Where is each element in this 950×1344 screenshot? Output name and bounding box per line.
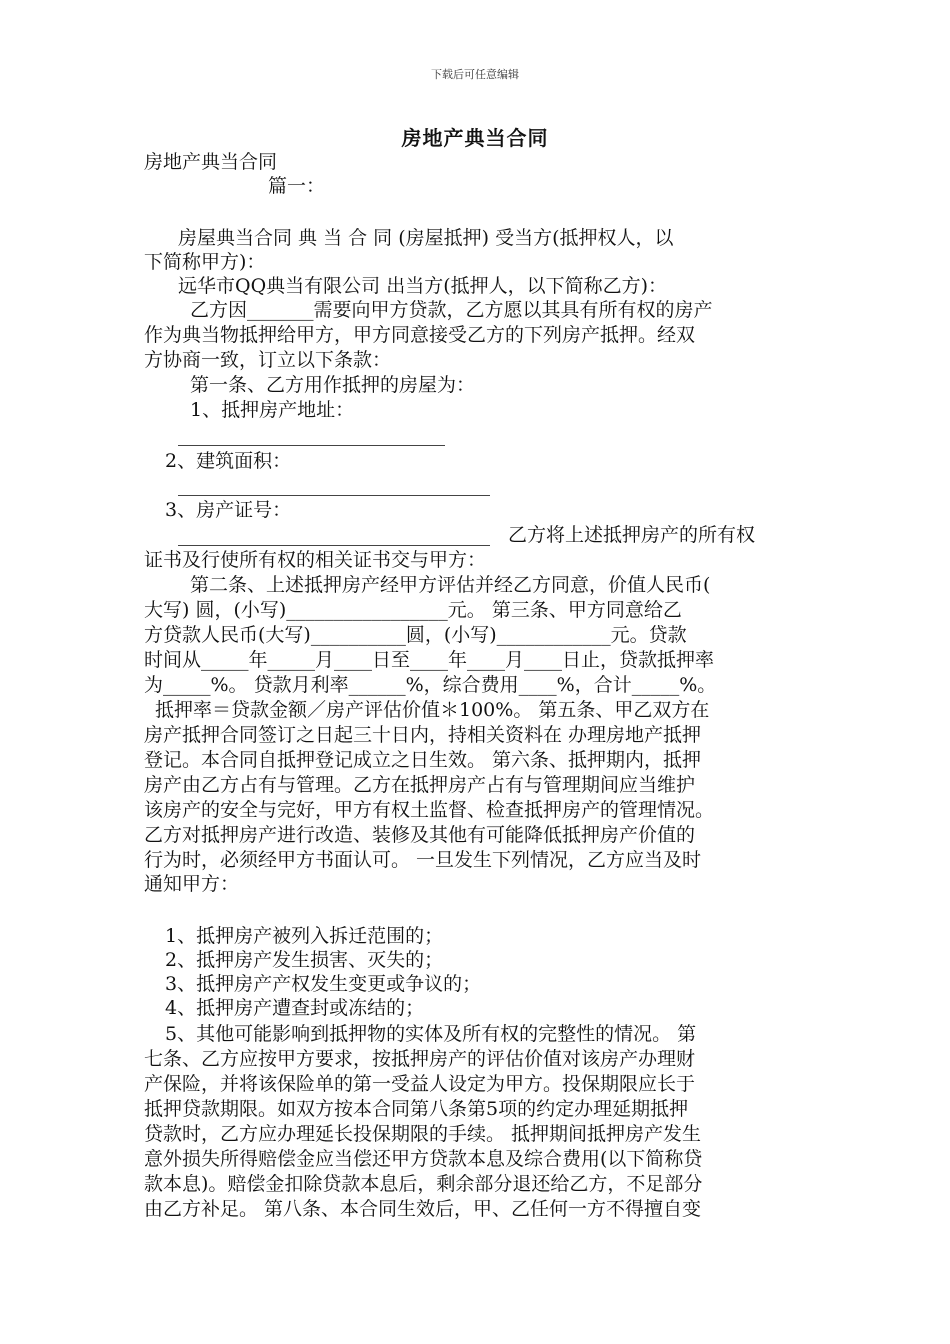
text-line: 房屋典当合同 典 当 合 同 (房屋抵押) 受当方(抵押权人，以: [178, 227, 674, 249]
text-line: 乙方将上述抵押房产的所有权: [508, 524, 756, 546]
text-line: 乙方因_______需要向甲方贷款，乙方愿以其具有所有权的房产: [190, 299, 713, 321]
text-line: 作为典当物抵押给甲方，甲方同意接受乙方的下列房产抵押。经双: [144, 324, 696, 346]
list-item: 2、抵押房产发生损害、灭失的；: [165, 949, 444, 971]
text-line: 第二条、上述抵押房产经甲方评估并经乙方同意，价值人民币(: [190, 574, 711, 596]
text-line: 贷款时，乙方应办理延长投保期限的手续。 抵押期间抵押房产发生: [144, 1123, 702, 1145]
list-item: 3、抵押房产产权发生变更或争议的；: [165, 973, 482, 995]
text-line: 为_____%。 贷款月利率______%，综合费用____%，合计_____%。: [144, 674, 717, 696]
text-line: 乙方对抵押房产进行改造、装修及其他有可能降低抵押房产价值的: [144, 824, 696, 846]
text-line: 七条、乙方应按甲方要求，按抵押房产的评估价值对该房产办理财: [144, 1048, 696, 1070]
list-item: 1、抵押房产被列入拆迁范围的；: [165, 925, 444, 947]
text-line: 1、抵押房产地址：: [190, 399, 355, 421]
text-line: 第一条、乙方用作抵押的房屋为：: [190, 374, 476, 396]
text-line: 大写) 圆，(小写)_________________元。 第三条、甲方同意给乙: [144, 599, 682, 621]
text-line: 行为时，必须经甲方书面认可。 一旦发生下列情况，乙方应当及时: [144, 849, 702, 871]
text-line: 房产抵押合同签订之日起三十日内，持相关资料在 办理房地产抵押: [144, 724, 702, 746]
text-line: 款本息)。赔偿金扣除贷款本息后，剩余部分退还给乙方，不足部分: [144, 1173, 703, 1195]
text-line: 3、房产证号：: [165, 499, 292, 521]
text-line: 该房产的安全与完好，甲方有权土监督、检查抵押房产的管理情况。: [144, 799, 715, 821]
text-line: 由乙方补足。 第八条、本合同生效后，甲、乙任何一方不得擅自变: [144, 1198, 702, 1220]
text-line: 篇一：: [268, 175, 326, 197]
list-item: 4、抵押房产遭查封或冻结的；: [165, 997, 425, 1019]
page-header: 下载后可任意编辑: [431, 68, 519, 81]
text-line: 房地产典当合同: [144, 151, 278, 173]
text-line: 登记。本合同自抵押登记成立之日生效。 第六条、抵押期内，抵押: [144, 749, 702, 771]
text-line: 抵押率＝贷款金额／房产评估价值＊100%。 第五条、甲乙双方在: [155, 699, 710, 721]
text-line: 产保险，并将该保险单的第一受益人设定为甲方。投保期限应长于: [144, 1073, 696, 1095]
text-line: 通知甲方：: [144, 873, 240, 895]
fill-in-blank: [178, 422, 445, 446]
text-line: 下简称甲方)：: [144, 251, 266, 273]
text-line: 意外损失所得赔偿金应当偿还甲方贷款本息及综合费用(以下简称贷: [144, 1148, 703, 1170]
text-line: 证书及行使所有权的相关证书交与甲方：: [144, 549, 487, 571]
text-line: 方协商一致，订立以下条款：: [144, 349, 392, 371]
text-line: 方贷款人民币(大写)__________圆，(小写)____________元。贷款: [144, 624, 687, 646]
text-line: 时间从_____年_____月____日至____年____月____日止，贷款抵押率: [144, 649, 715, 671]
text-line: 远华市QQ典当有限公司 出当方(抵押人，以下简称乙方)：: [178, 275, 668, 297]
list-item: 5、其他可能影响到抵押物的实体及所有权的完整性的情况。 第: [165, 1023, 697, 1045]
document-title: 房地产典当合同: [401, 126, 549, 150]
text-line: 房产由乙方占有与管理。乙方在抵押房产占有与管理期间应当维护: [144, 774, 696, 796]
fill-in-blank: [178, 522, 490, 546]
text-line: 2、建筑面积：: [165, 450, 292, 472]
fill-in-blank: [178, 472, 490, 496]
text-line: 抵押贷款期限。如双方按本合同第八条第5项的约定办理延期抵押: [144, 1098, 689, 1120]
